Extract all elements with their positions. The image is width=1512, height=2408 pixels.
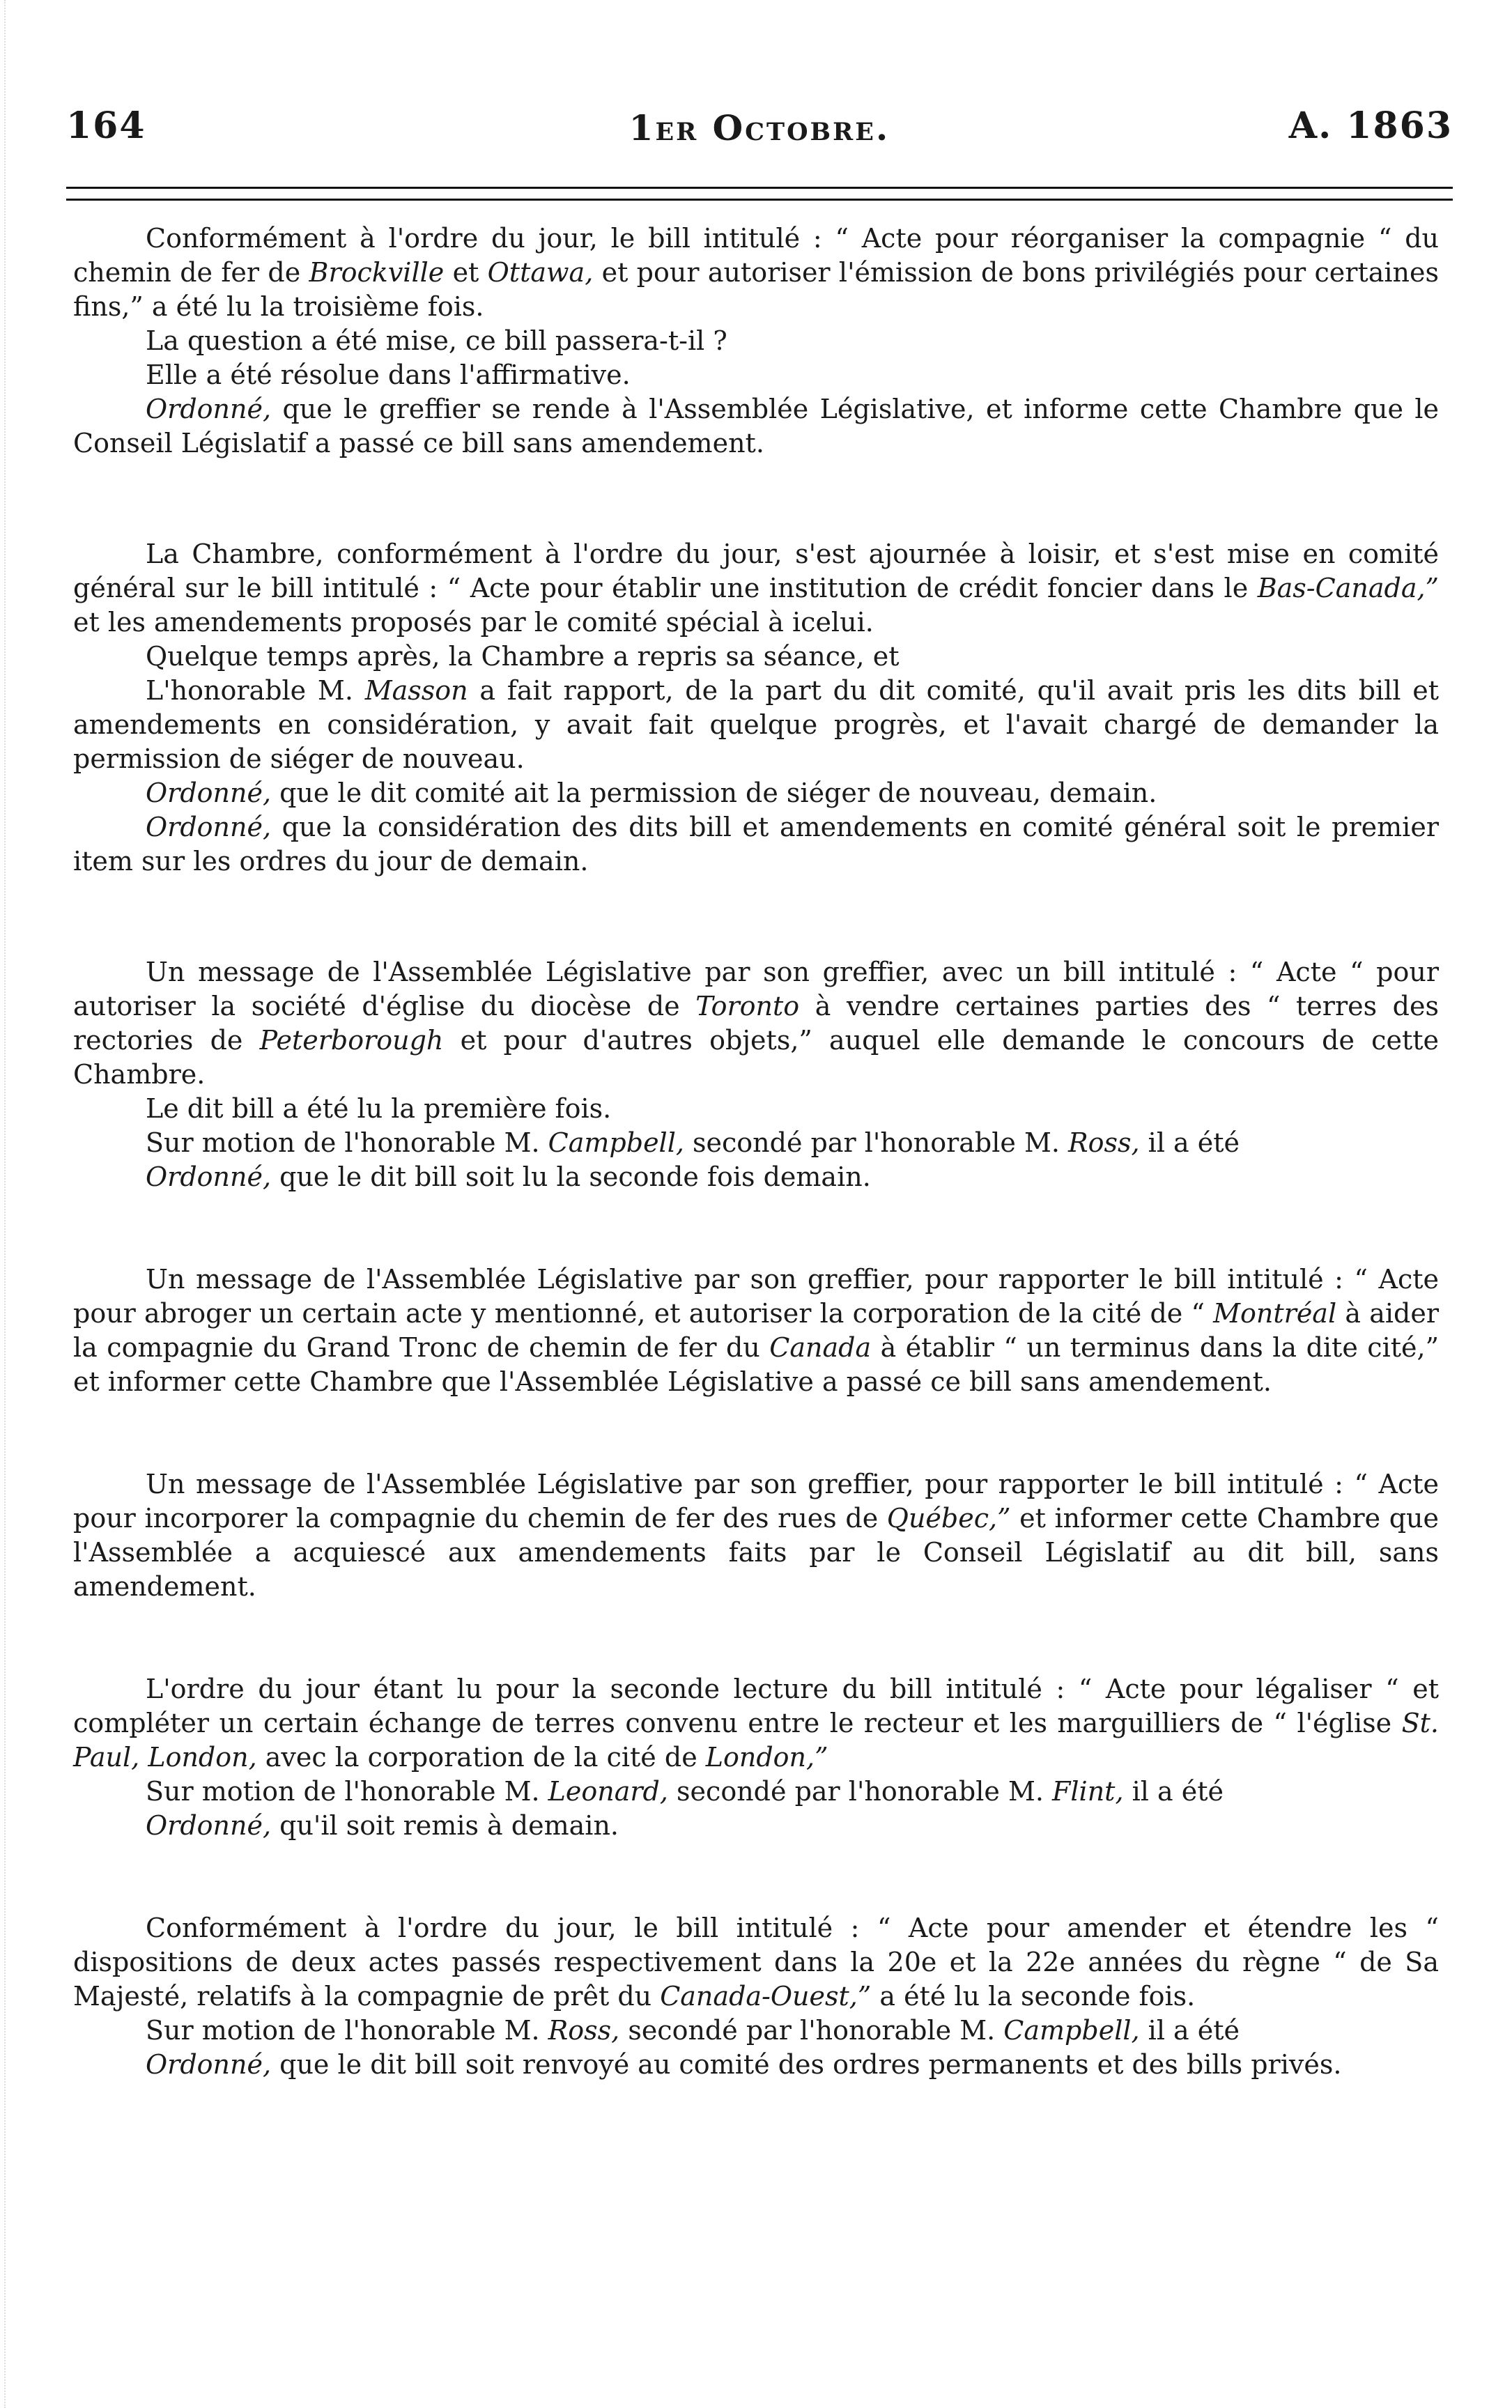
paragraph: Ordonné, que le dit comité ait la permission de siéger de nouveau, demain.	[146, 778, 1157, 808]
paragraph: L'honorable M. Masson a fait rapport, de la part du dit comité, qu'il avait pris les dits bill et amendements en considération, y avait fait quelque progrès, et l'avait chargé de demander la permission de siéger de nouveau.	[73, 675, 1439, 774]
paragraph: Elle a été résolue dans l'affirmative.	[146, 360, 631, 390]
paragraph: Un message de l'Assemblée Législative par son greffier, pour rapporter le bill intitulé : “ Acte pour incorporer la compagnie du chemin de fer des rues de Québec,” et informer cette Chambre que l'Assemblée a acquiescé aux amendements faits par le Conseil Législatif au dit bill, sans amendement.	[73, 1469, 1439, 1602]
paragraph: Un message de l'Assemblée Législative par son greffier, avec un bill intitulé : “ Acte “ pour autoriser la société d'église du diocèse de Toronto à vendre certaines parties des “ terres des rectories de Peterborough et pour d'autres objets,” auquel elle demande le concours de cette Chambre.	[73, 957, 1439, 1090]
entry-montreal-terminus-bill	[73, 1263, 1439, 1399]
paragraph: Ordonné, que le dit bill soit lu la seconde fois demain.	[146, 1161, 871, 1192]
entry-canada-ouest-loan-bill	[73, 1911, 1439, 2082]
page-number: 164	[66, 105, 146, 147]
year-label: A. 1863	[1288, 105, 1453, 147]
entry-st-paul-london-bill	[73, 1672, 1439, 1843]
paragraph: Ordonné, qu'il soit remis à demain.	[146, 1810, 619, 1841]
paragraph: Quelque temps après, la Chambre a repris sa séance, et	[146, 641, 900, 672]
running-header	[66, 105, 1453, 167]
paragraph: Un message de l'Assemblée Législative par son greffier, pour rapporter le bill intitulé : “ Acte pour abroger un certain acte y mentionné, et autoriser la corporation de la cité de “ Montréal à aider la compagnie du Grand Tronc de chemin de fer du Canada à établir “ un terminus dans la dite cité,” et informer cette Chambre que l'Assemblée Législative a passé ce bill sans amendement.	[73, 1264, 1439, 1397]
paragraph: L'ordre du jour étant lu pour la seconde lecture du bill intitulé : “ Acte pour légaliser “ et compléter un certain échange de terres convenu entre le recteur et les marguilliers de “ l'église St. Paul, London, avec la corporation de la cité de London,”	[73, 1674, 1439, 1773]
paragraph: Conformément à l'ordre du jour, le bill intitulé : “ Acte pour amender et étendre les “ dispositions de deux actes passés respectivement dans la 20e et la 22e années du règne “ de Sa Majesté, relatifs à la compagnie de prêt du Canada-Ouest,” a été lu la seconde fois.	[73, 1913, 1439, 2012]
entry-quebec-street-railway-bill	[73, 1467, 1439, 1604]
header-rule	[66, 187, 1453, 201]
paragraph: Conformément à l'ordre du jour, le bill intitulé : “ Acte pour réorganiser la compagnie “ du chemin de fer de Brockville et Ottawa, et pour autoriser l'émission de bons privilégiés pour certaines fins,” a été lu la troisième fois.	[73, 223, 1439, 322]
paragraph: Ordonné, que la considération des dits bill et amendements en comité général soit le premier item sur les ordres du jour de demain.	[73, 812, 1439, 877]
paragraph: La Chambre, conformément à l'ordre du jour, s'est ajournée à loisir, et s'est mise en comité général sur le bill intitulé : “ Acte pour établir une institution de crédit foncier dans le Bas-Canada,” et les amendements proposés par le comité spécial à icelui.	[73, 539, 1439, 638]
entry-credit-foncier-bill	[73, 537, 1439, 879]
entry-toronto-church-bill	[73, 955, 1439, 1194]
binding-edge	[4, 0, 15, 2408]
paragraph: Sur motion de l'honorable M. Ross, secondé par l'honorable M. Campbell, il a été	[146, 2015, 1240, 2046]
entry-brockville-bill	[73, 222, 1439, 461]
page-title: 1er Octobre.	[628, 107, 890, 148]
paragraph: Sur motion de l'honorable M. Campbell, secondé par l'honorable M. Ross, il a été	[146, 1127, 1240, 1158]
paragraph: La question a été mise, ce bill passera-t-il ?	[146, 325, 727, 356]
page-body	[73, 222, 1439, 2082]
paragraph: Ordonné, que le dit bill soit renvoyé au comité des ordres permanents et des bills privés.	[146, 2049, 1342, 2080]
paragraph: Ordonné, que le greffier se rende à l'Assemblée Législative, et informe cette Chambre que le Conseil Législatif a passé ce bill sans amendement.	[73, 394, 1439, 458]
paragraph: Sur motion de l'honorable M. Leonard, secondé par l'honorable M. Flint, il a été	[146, 1776, 1224, 1807]
paragraph: Le dit bill a été lu la première fois.	[146, 1093, 612, 1124]
